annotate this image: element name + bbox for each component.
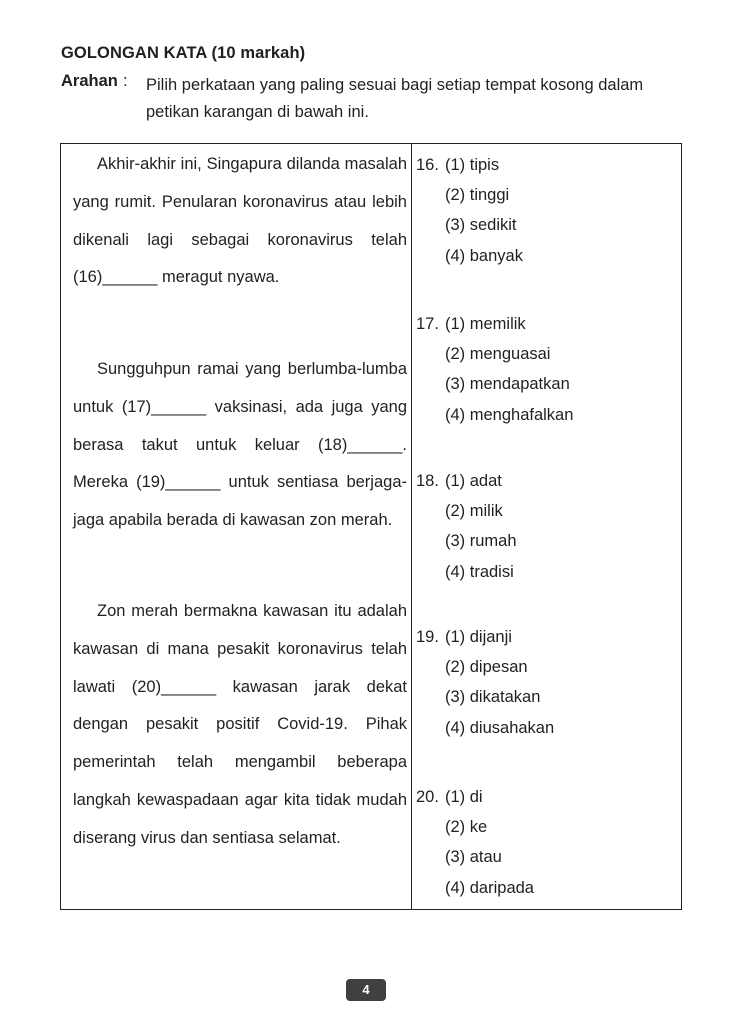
question-18-options (445, 466, 517, 587)
instruction-label: Arahan (61, 72, 118, 90)
passage-paragraph-3 (73, 593, 407, 858)
column-divider (411, 143, 412, 910)
option[interactable]: (1) memilik (445, 315, 526, 333)
option[interactable]: (2) tinggi (445, 186, 510, 205)
option[interactable]: (2) menguasai (445, 345, 551, 364)
question-16-number: 16. (416, 156, 439, 174)
option[interactable]: (2) dipesan (445, 658, 528, 677)
passage-paragraph-text: Sungguhpun ramai yang berlumba-lumba untuk (17)______ vaksinasi, ada juga yang berasa takut untuk keluar (18)______. Mereka (19)______ untuk sentiasa berjaga-jaga apabila berada di kawasan zon merah. (73, 360, 407, 530)
option[interactable]: (4) diusahakan (445, 718, 555, 737)
option[interactable]: (3) rumah (445, 532, 517, 551)
option[interactable]: (1) adat (445, 472, 502, 490)
question-16-options (445, 150, 523, 271)
option[interactable]: (1) di (445, 788, 483, 806)
option[interactable]: (1) tipis (445, 156, 500, 174)
question-17-options (445, 309, 573, 430)
passage-paragraph-text: Akhir-akhir ini, Singapura dilanda masalah yang rumit. Penularan koronavirus atau lebih dikenali lagi sebagai koronavirus telah (16)______ meragut nyawa. (73, 155, 407, 287)
passage-paragraph-2 (73, 351, 407, 540)
option[interactable]: (4) banyak (445, 246, 523, 265)
option[interactable]: (3) mendapatkan (445, 375, 570, 394)
option[interactable]: (3) atau (445, 848, 502, 867)
question-20-number: 20. (416, 788, 439, 806)
option[interactable]: (2) milik (445, 502, 503, 521)
option[interactable]: (3) dikatakan (445, 688, 541, 707)
passage-paragraph-1 (73, 146, 407, 297)
option[interactable]: (4) daripada (445, 878, 534, 897)
instruction-colon: : (123, 72, 128, 90)
option[interactable]: (3) sedikit (445, 216, 517, 235)
question-17-number: 17. (416, 315, 439, 333)
question-19-number: 19. (416, 628, 439, 646)
question-18-number: 18. (416, 472, 439, 490)
option[interactable]: (4) tradisi (445, 562, 514, 581)
option[interactable]: (4) menghafalkan (445, 405, 574, 424)
section-title: GOLONGAN KATA (10 markah) (61, 44, 306, 62)
passage-paragraph-text: Zon merah bermakna kawasan itu adalah kawasan di mana pesakit koronavirus telah lawati (20)______ kawasan jarak dekat dengan pesakit positif Covid-19. Pihak pemerintah telah mengambil beberapa langkah kewaspadaan agar kita tidak mudah diserang virus dan sentiasa selamat. (73, 602, 407, 847)
question-19-options (445, 622, 554, 743)
option[interactable]: (2) ke (445, 818, 488, 837)
question-20-options (445, 782, 534, 903)
instruction-text: Pilih perkataan yang paling sesuai bagi setiap tempat kosong dalam petikan karangan di bawah ini. (146, 76, 644, 121)
page-number-badge: 4 (346, 979, 386, 1001)
option[interactable]: (1) dijanji (445, 628, 512, 646)
